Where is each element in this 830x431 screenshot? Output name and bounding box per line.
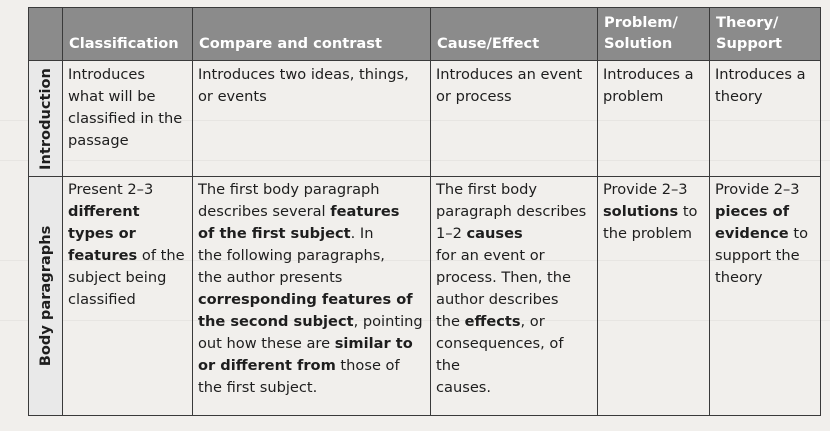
cell-body-classification — [63, 177, 193, 416]
cell-body-compare-contrast — [193, 177, 431, 416]
text-segment: Introduces a problem — [603, 66, 694, 105]
cell-body-cause-effect — [431, 177, 598, 416]
text-segment: for an event or process. Then, the author describes the — [436, 247, 571, 330]
text-segment: to the problem — [603, 203, 698, 242]
text-segment: Introduces what will be classified in the passage — [68, 66, 183, 149]
cell-body-problem-solution — [598, 177, 710, 416]
text-segment: Introduces two ideas, things, or events — [198, 66, 409, 105]
bold-text: features of the first subject — [198, 203, 400, 242]
bold-text: corresponding features of the second subject — [198, 291, 413, 330]
cell-intro-theory-support — [710, 61, 821, 177]
text-segment: Provide 2–3 — [715, 181, 800, 198]
bold-text: similar to or different from — [198, 335, 413, 374]
text-segment: The first body paragraph describes several — [198, 181, 380, 220]
bold-text: different types or features — [68, 203, 140, 264]
header-problem-solution: Problem/ Solution — [598, 8, 710, 61]
header-cause-effect: Cause/Effect — [431, 8, 598, 61]
text-segment: . In the following paragraphs, the author presents — [198, 225, 385, 286]
text-segment: Provide 2–3 — [603, 181, 688, 198]
text-segment: The first body paragraph describes 1–2 — [436, 181, 587, 242]
header-row — [29, 8, 821, 61]
bold-text: causes — [466, 225, 523, 242]
cell-intro-problem-solution — [598, 61, 710, 177]
text-segment: those of the first subject. — [198, 357, 400, 396]
row-label-introduction: Introduction — [29, 61, 63, 177]
text-segment: Introduces an event or process — [436, 66, 583, 105]
row-label-body-paragraphs: Body paragraphs — [29, 177, 63, 416]
text-segment: Introduces a theory — [715, 66, 806, 105]
text-segment: , pointing out how these are — [198, 313, 423, 352]
bold-text: pieces of evidence — [715, 203, 790, 242]
table-row-introduction — [29, 61, 821, 177]
cell-intro-classification — [63, 61, 193, 177]
header-theory-support: Theory/ Support — [710, 8, 821, 61]
cell-intro-cause-effect — [431, 61, 598, 177]
text-segment: to support the theory — [715, 225, 808, 286]
text-segment: , or consequences, of the causes. — [436, 313, 564, 396]
table-row-body-paragraphs — [29, 177, 821, 416]
text-segment: Present 2–3 — [68, 181, 154, 198]
header-classification: Classification — [63, 8, 193, 61]
bold-text: effects — [464, 313, 521, 330]
text-segment: of the subject being classified — [68, 247, 185, 308]
cell-body-theory-support — [710, 177, 821, 416]
header-compare-contrast: Compare and contrast — [193, 8, 431, 61]
cell-intro-compare-contrast — [193, 61, 431, 177]
bold-text: solutions — [603, 203, 679, 220]
text-structure-table — [28, 7, 821, 416]
header-corner — [29, 8, 63, 61]
